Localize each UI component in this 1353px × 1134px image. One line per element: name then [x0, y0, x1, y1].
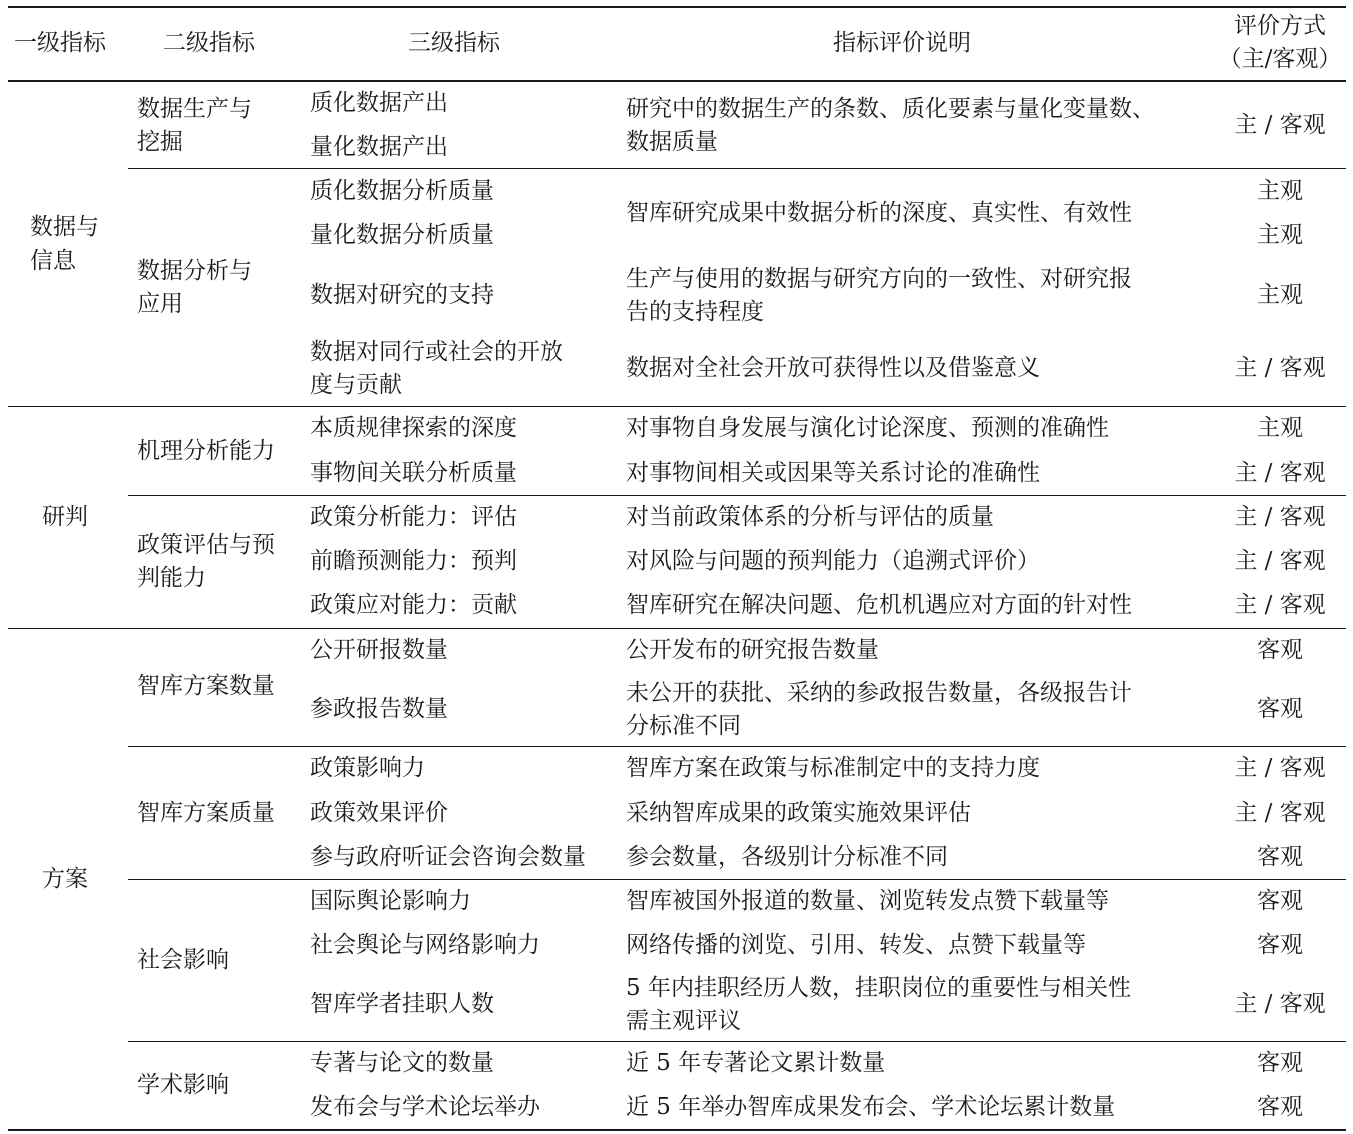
- l3-label: 质化数据分析质量: [310, 178, 494, 204]
- desc-text: 对事物自身发展与演化讨论深度、预测的准确性: [626, 415, 1109, 441]
- l2-label: 智库方案数量: [137, 673, 275, 699]
- l3-label: 政策分析能力：评估: [310, 504, 517, 530]
- desc-text: 近 5 年专著论文累计数量: [626, 1050, 886, 1076]
- l2-label: 智库方案质量: [137, 800, 275, 826]
- l3-label: 公开研报数量: [310, 637, 448, 663]
- method-text: 主 / 客观: [1234, 112, 1326, 138]
- desc-text: 智库研究成果中数据分析的深度、真实性、有效性: [626, 200, 1132, 226]
- l3-label: 国际舆论影响力: [310, 888, 471, 914]
- l2-label: 学术影响: [137, 1072, 229, 1098]
- l3-label: 量化数据产出: [310, 134, 448, 160]
- l3-label: 政策应对能力：贡献: [310, 592, 517, 618]
- method-text: 主观: [1257, 415, 1303, 441]
- l3-label: 前瞻预测能力：预判: [310, 548, 517, 574]
- l1-label: 数据与 信息: [30, 214, 99, 274]
- l1-label: 方案: [42, 866, 88, 892]
- method-text: 主 / 客观: [1234, 460, 1326, 486]
- l3-label: 量化数据分析质量: [310, 222, 494, 248]
- desc-text: 数据对全社会开放可获得性以及借鉴意义: [626, 355, 1040, 381]
- sub-rule: [128, 746, 1346, 747]
- l2-label: 数据分析与 应用: [137, 258, 252, 317]
- desc-text: 网络传播的浏览、引用、转发、点赞下载量等: [626, 932, 1086, 958]
- method-text: 主观: [1257, 222, 1303, 248]
- l3-label: 政策效果评价: [310, 800, 448, 826]
- method-text: 主 / 客观: [1234, 355, 1326, 381]
- group-rule: [8, 628, 1346, 629]
- desc-text: 公开发布的研究报告数量: [626, 637, 879, 663]
- l3-label: 政策影响力: [310, 755, 425, 781]
- l3-label: 数据对同行或社会的开放 度与贡献: [310, 339, 563, 398]
- header-l2: 二级指标: [163, 30, 255, 56]
- method-text: 客观: [1257, 888, 1303, 914]
- method-text: 主 / 客观: [1234, 548, 1326, 574]
- header-rule: [8, 80, 1346, 82]
- header-method-line2: （主/客观）: [1218, 46, 1342, 72]
- method-text: 主 / 客观: [1234, 800, 1326, 826]
- desc-text: 智库方案在政策与标准制定中的支持力度: [626, 755, 1040, 781]
- desc-text: 参会数量，各级别计分标准不同: [626, 844, 948, 870]
- l3-label: 发布会与学术论坛举办: [310, 1094, 540, 1120]
- l2-label: 机理分析能力: [137, 438, 275, 464]
- top-rule: [8, 6, 1346, 8]
- l3-label: 质化数据产出: [310, 90, 448, 116]
- desc-text: 智库研究在解决问题、危机机遇应对方面的针对性: [626, 592, 1132, 618]
- header-l3: 三级指标: [408, 30, 500, 56]
- desc-text: 近 5 年举办智库成果发布会、学术论坛累计数量: [626, 1094, 1116, 1120]
- l3-label: 智库学者挂职人数: [310, 991, 494, 1017]
- method-text: 客观: [1257, 844, 1303, 870]
- header-l1: 一级指标: [14, 30, 106, 56]
- l3-label: 参政报告数量: [310, 696, 448, 722]
- header-method-line1: 评价方式: [1234, 13, 1326, 39]
- method-text: 主观: [1257, 178, 1303, 204]
- header-desc: 指标评价说明: [833, 30, 971, 56]
- l3-label: 事物间关联分析质量: [310, 460, 517, 486]
- l3-label: 参与政府听证会咨询会数量: [310, 844, 586, 870]
- method-text: 主 / 客观: [1234, 592, 1326, 618]
- desc-text: 生产与使用的数据与研究方向的一致性、对研究报 告的支持程度: [626, 266, 1132, 325]
- desc-text: 智库被国外报道的数量、浏览转发点赞下载量等: [626, 888, 1109, 914]
- desc-text: 对当前政策体系的分析与评估的质量: [626, 504, 994, 530]
- bottom-rule: [8, 1129, 1346, 1131]
- desc-text: 未公开的获批、采纳的参政报告数量，各级报告计 分标准不同: [626, 680, 1132, 739]
- l2-label: 数据生产与 挖掘: [137, 96, 252, 155]
- method-text: 客观: [1257, 932, 1303, 958]
- method-text: 主 / 客观: [1234, 755, 1326, 781]
- sub-rule: [128, 879, 1346, 880]
- sub-rule: [128, 1041, 1346, 1042]
- method-text: 主 / 客观: [1234, 504, 1326, 530]
- desc-text: 研究中的数据生产的条数、质化要素与量化变量数、 数据质量: [626, 96, 1155, 155]
- l3-label: 数据对研究的支持: [310, 282, 494, 308]
- method-text: 客观: [1257, 1094, 1303, 1120]
- desc-text: 采纳智库成果的政策实施效果评估: [626, 800, 971, 826]
- l2-label: 社会影响: [137, 947, 229, 973]
- l3-label: 社会舆论与网络影响力: [310, 932, 540, 958]
- desc-text: 对风险与问题的预判能力（追溯式评价）: [626, 548, 1040, 574]
- l1-label: 研判: [42, 504, 88, 530]
- l3-label: 专著与论文的数量: [310, 1050, 494, 1076]
- l3-label: 本质规律探索的深度: [310, 415, 517, 441]
- sub-rule: [128, 168, 1346, 169]
- method-text: 客观: [1257, 637, 1303, 663]
- method-text: 客观: [1257, 696, 1303, 722]
- desc-text: 5 年内挂职经历人数，挂职岗位的重要性与相关性 需主观评议: [626, 975, 1131, 1034]
- sub-rule: [128, 495, 1346, 496]
- group-rule: [8, 406, 1346, 407]
- desc-text: 对事物间相关或因果等关系讨论的准确性: [626, 460, 1040, 486]
- method-text: 主 / 客观: [1234, 991, 1326, 1017]
- method-text: 主观: [1257, 282, 1303, 308]
- l2-label: 政策评估与预 判能力: [137, 532, 275, 591]
- method-text: 客观: [1257, 1050, 1303, 1076]
